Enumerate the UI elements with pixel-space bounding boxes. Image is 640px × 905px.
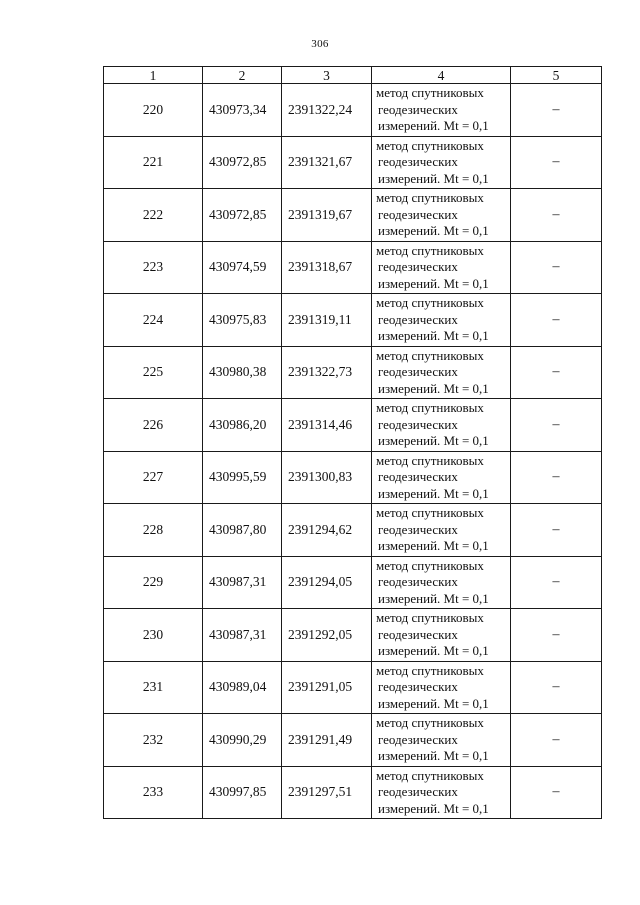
method-text-line: геодезических	[378, 206, 458, 222]
method-text-line: геодезических	[378, 469, 458, 484]
method-cell	[372, 609, 511, 662]
point-number-cell: 233	[104, 766, 203, 819]
method-text-line: метод спутниковых	[376, 452, 484, 468]
column-header-3: 3	[282, 67, 372, 84]
table-row	[104, 399, 602, 452]
table-row	[104, 294, 602, 347]
table-row	[104, 714, 602, 767]
method-cell	[372, 136, 511, 189]
method-cell	[372, 399, 511, 452]
point-number-cell: 221	[104, 136, 203, 189]
method-text-line: измерений. Mt = 0,1	[378, 748, 489, 763]
table-row	[104, 661, 602, 714]
column-header-5: 5	[511, 67, 602, 84]
method-text-line: геодезических	[378, 679, 458, 694]
method-text-line: измерений. Mt = 0,1	[378, 800, 489, 816]
method-cell	[372, 294, 511, 347]
x-coordinate-cell: 430989,04	[203, 661, 282, 714]
note-cell: –	[511, 241, 602, 294]
coordinates-table	[103, 66, 602, 819]
method-text-line: геодезических	[378, 784, 458, 799]
method-text-line: метод спутниковых	[376, 85, 484, 100]
note-cell: –	[511, 556, 602, 609]
point-number-cell: 226	[104, 399, 203, 452]
table-row	[104, 609, 602, 662]
y-coordinate-cell: 2391294,62	[282, 504, 372, 557]
point-number-cell: 224	[104, 294, 203, 347]
method-text-line: измерений. Mt = 0,1	[378, 433, 489, 448]
method-text-line: геодезических	[378, 364, 458, 379]
column-header-1: 1	[104, 67, 203, 84]
y-coordinate-cell: 2391318,67	[282, 241, 372, 294]
method-cell	[372, 189, 511, 242]
method-cell	[372, 451, 511, 504]
table-row	[104, 189, 602, 242]
table-header-row	[104, 67, 602, 84]
method-cell	[372, 766, 511, 819]
method-text-line: геодезических	[378, 416, 458, 432]
method-text-line: геодезических	[378, 626, 458, 642]
note-cell: –	[511, 504, 602, 557]
method-cell	[372, 556, 511, 609]
method-text-line: геодезических	[378, 311, 458, 327]
method-text-line: метод спутниковых	[376, 242, 484, 258]
method-text-line: геодезических	[378, 259, 458, 274]
column-header-4: 4	[372, 67, 511, 84]
point-number-cell: 230	[104, 609, 203, 662]
note-cell: –	[511, 451, 602, 504]
x-coordinate-cell: 430990,29	[203, 714, 282, 767]
y-coordinate-cell: 2391297,51	[282, 766, 372, 819]
point-number-cell: 231	[104, 661, 203, 714]
point-number-cell: 225	[104, 346, 203, 399]
method-text-line: геодезических	[378, 574, 458, 589]
note-cell: –	[511, 84, 602, 137]
method-text-line: метод спутниковых	[376, 347, 484, 363]
table-row	[104, 346, 602, 399]
method-text-line: метод спутниковых	[376, 505, 484, 520]
x-coordinate-cell: 430972,85	[203, 189, 282, 242]
method-cell	[372, 346, 511, 399]
coordinates-table-body	[104, 67, 602, 819]
x-coordinate-cell: 430987,31	[203, 609, 282, 662]
y-coordinate-cell: 2391319,11	[282, 294, 372, 347]
method-text-line: геодезических	[378, 101, 458, 117]
y-coordinate-cell: 2391322,24	[282, 84, 372, 137]
x-coordinate-cell: 430980,38	[203, 346, 282, 399]
point-number-cell: 227	[104, 451, 203, 504]
y-coordinate-cell: 2391292,05	[282, 609, 372, 662]
point-number-cell: 232	[104, 714, 203, 767]
note-cell: –	[511, 399, 602, 452]
table-row	[104, 766, 602, 819]
point-number-cell: 228	[104, 504, 203, 557]
note-cell: –	[511, 609, 602, 662]
method-cell	[372, 714, 511, 767]
method-text-line: измерений. Mt = 0,1	[378, 275, 489, 291]
note-cell: –	[511, 766, 602, 819]
table-row	[104, 556, 602, 609]
method-text-line: метод спутниковых	[376, 767, 484, 783]
y-coordinate-cell: 2391319,67	[282, 189, 372, 242]
x-coordinate-cell: 430987,80	[203, 504, 282, 557]
method-text-line: измерений. Mt = 0,1	[378, 118, 489, 133]
x-coordinate-cell: 430973,34	[203, 84, 282, 137]
point-number-cell: 223	[104, 241, 203, 294]
method-text-line: метод спутниковых	[376, 295, 484, 310]
table-row	[104, 451, 602, 504]
method-text-line: измерений. Mt = 0,1	[378, 223, 489, 238]
method-text-line: геодезических	[378, 154, 458, 169]
method-cell	[372, 241, 511, 294]
method-text-line: метод спутниковых	[376, 190, 484, 205]
method-text-line: геодезических	[378, 731, 458, 747]
note-cell: –	[511, 136, 602, 189]
column-header-2: 2	[203, 67, 282, 84]
x-coordinate-cell: 430997,85	[203, 766, 282, 819]
method-text-line: измерений. Mt = 0,1	[378, 380, 489, 396]
method-text-line: метод спутниковых	[376, 610, 484, 625]
x-coordinate-cell: 430972,85	[203, 136, 282, 189]
x-coordinate-cell: 430987,31	[203, 556, 282, 609]
method-text-line: метод спутниковых	[376, 137, 484, 153]
point-number-cell: 220	[104, 84, 203, 137]
page-number: 306	[311, 38, 329, 50]
y-coordinate-cell: 2391322,73	[282, 346, 372, 399]
method-text-line: геодезических	[378, 521, 458, 537]
table-row	[104, 241, 602, 294]
table-row	[104, 504, 602, 557]
note-cell: –	[511, 294, 602, 347]
method-text-line: метод спутниковых	[376, 715, 484, 730]
method-text-line: измерений. Mt = 0,1	[378, 485, 489, 501]
x-coordinate-cell: 430986,20	[203, 399, 282, 452]
note-cell: –	[511, 346, 602, 399]
method-cell	[372, 84, 511, 137]
method-cell	[372, 661, 511, 714]
y-coordinate-cell: 2391314,46	[282, 399, 372, 452]
method-text-line: измерений. Mt = 0,1	[378, 643, 489, 658]
y-coordinate-cell: 2391321,67	[282, 136, 372, 189]
y-coordinate-cell: 2391291,49	[282, 714, 372, 767]
note-cell: –	[511, 189, 602, 242]
note-cell: –	[511, 661, 602, 714]
x-coordinate-cell: 430975,83	[203, 294, 282, 347]
method-text-line: измерений. Mt = 0,1	[378, 170, 489, 186]
method-text-line: метод спутниковых	[376, 662, 484, 678]
table-row	[104, 84, 602, 137]
y-coordinate-cell: 2391291,05	[282, 661, 372, 714]
method-text-line: метод спутниковых	[376, 400, 484, 415]
x-coordinate-cell: 430995,59	[203, 451, 282, 504]
method-text-line: измерений. Mt = 0,1	[378, 328, 489, 343]
y-coordinate-cell: 2391300,83	[282, 451, 372, 504]
method-cell	[372, 504, 511, 557]
point-number-cell: 222	[104, 189, 203, 242]
method-text-line: измерений. Mt = 0,1	[378, 590, 489, 606]
note-cell: –	[511, 714, 602, 767]
y-coordinate-cell: 2391294,05	[282, 556, 372, 609]
method-text-line: измерений. Mt = 0,1	[378, 538, 489, 553]
method-text-line: измерений. Mt = 0,1	[378, 695, 489, 711]
table-row	[104, 136, 602, 189]
method-text-line: метод спутниковых	[376, 557, 484, 573]
point-number-cell: 229	[104, 556, 203, 609]
x-coordinate-cell: 430974,59	[203, 241, 282, 294]
